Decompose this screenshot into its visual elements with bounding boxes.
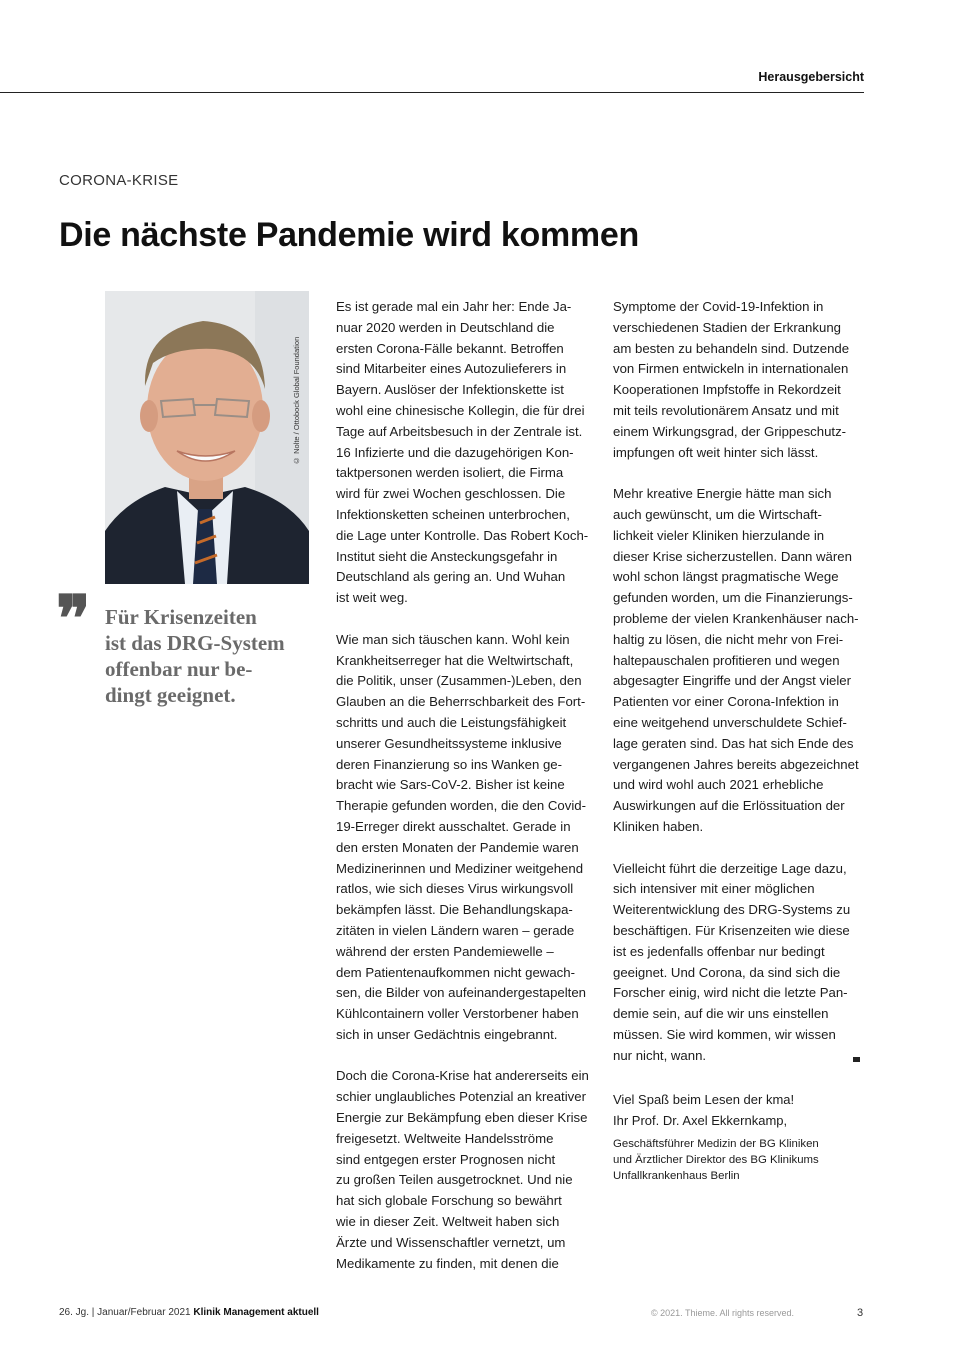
text-line: Deutschland als gering an. Und Wuhan [336,569,566,585]
paragraph [336,1066,588,1274]
text-line: bracht wie Sars-CoV-2. Bisher ist keine [336,777,565,793]
text-line: einem Wirkungsgrad, der Grippeschutz- [613,423,847,439]
pullquote [105,604,310,708]
text-line: abgesagter Eingriffe und der Angst vieler [613,673,852,689]
text-line: Glauben an die Beherrschbarkeit des Fort- [336,694,586,710]
paragraph [613,484,865,838]
text-line: impfungen oft weit hinter sich lässt. [613,444,819,460]
text-line: gefunden worden, um die Finanzierungs- [613,590,853,606]
signoff-role-line: Geschäftsführer Medizin der BG Kliniken [613,1137,819,1150]
footer-issue-text: 26. Jg. | Januar/Februar 2021 [59,1307,194,1318]
photo-credit: © Nolte / Ottobock Global Foundation [292,336,301,465]
text-line: probleme der vielen Krankenhäuser nach- [613,610,859,626]
text-line: Forscher einig, wird nicht die letzte Pan- [613,985,848,1001]
end-of-article-mark [853,1057,860,1062]
section-label: Herausgebersicht [758,70,864,84]
text-line: wohl schon längst pragmatische Wege [613,569,839,585]
text-line: zitäten in vielen Ländern waren – gerade [336,922,575,938]
text-line: ist weit weg. [336,590,408,606]
text-line: Medizinerinnen und Mediziner weitgehend [336,860,584,876]
kicker: CORONA-KRISE [59,172,179,189]
text-line: wird für zwei Wochen geschlossen. Die [336,486,566,502]
pullquote-line: ist das DRG-System [105,631,285,655]
footer-copyright: © 2021. Thieme. All rights reserved. [651,1308,795,1318]
article-title: Die nächste Pandemie wird kommen [59,216,639,254]
text-line: sind Mitarbeiter eines Autozulieferers in [336,361,567,377]
text-line: am besten zu behandeln sind. Dutzende [613,340,850,356]
text-line: dem Patientenaufkommen nicht gewach- [336,964,575,980]
text-line: Kühlcontainern voller Verstorbener haben [336,1006,579,1022]
text-line: mit teils revolutionärem Ansatz und mit [613,402,839,418]
text-line: Auswirkungen auf die Erlössituation der [613,798,845,814]
pullquote-line: Für Krisenzeiten [105,605,257,629]
text-line: haltig zu lösen, die nicht mehr von Frei- [613,631,844,647]
text-line: demie sein, auf die wir uns einstellen [613,1006,829,1022]
text-line: ratlos, wie sich dieses Virus wirkungsvoll [336,881,574,897]
pullquote-line: dingt geeignet. [105,683,236,707]
quote-mark-icon: ❞ [56,582,91,657]
text-line: während der ersten Pandemiewelle – [336,943,554,959]
signoff [613,1090,873,1184]
paragraph [336,630,588,1046]
text-line: von Firmen entwickeln in internationalen [613,361,849,377]
text-line: Symptome der Covid-19-Infektion in [613,299,824,314]
text-line: vergangenen Jahres bereits abgezeichnet [613,756,859,772]
text-line: freigesetzt. Weltweite Handelsströme [336,1130,554,1146]
text-line: Wie man sich täuschen kann. Wohl kein [336,631,570,647]
signoff-name: Ihr Prof. Dr. Axel Ekkernkamp, [613,1112,788,1128]
text-line: 19-Erreger direkt ausschaltet. Gerade in [336,818,571,834]
text-line: Ärzte und Wissenschaftler vernetzt, um [336,1234,566,1250]
text-line: zu großen Teilen ausgetrocknet. Und nie [336,1172,573,1188]
signoff-greeting: Viel Spaß beim Lesen der kma! [613,1092,795,1107]
text-line: Vielleicht führt die derzeitige Lage dazu, [613,860,847,876]
text-line: Tage auf Arbeitsbesuch in der Zentrale ist. [336,423,583,439]
text-line: verschiedenen Stadien der Erkrankung [613,319,841,335]
text-line: den ersten Monaten der Pandemie waren [336,839,579,855]
text-line: Therapie gefunden worden, die den Covid- [336,798,586,814]
portrait-illustration [105,291,309,584]
text-line: dieser Krise sicherzustellen. Dann wären [613,548,852,564]
signoff-role-line: und Ärztlicher Direktor des BG Klinikums [613,1153,819,1166]
text-line: Kliniken haben. [613,818,704,834]
text-line: Bayern. Auslöser der Infektionskette ist [336,382,564,398]
author-photo [105,291,309,584]
text-line: sich intensiver mit einer möglichen [613,881,815,897]
text-line: taktpersonen werden isoliert, die Firma [336,465,564,481]
text-line: ist es jedenfalls offenbar nur bedingt [613,943,825,959]
signoff-role-line: Unfallkrankenhaus Berlin [613,1169,740,1182]
text-line: unserer Gesundheitssysteme inklusive [336,735,562,751]
paragraph [613,859,865,1067]
pullquote-line: offenbar nur be- [105,657,253,681]
footer-magazine: Klinik Management aktuell [193,1307,319,1318]
text-line: wohl eine chinesische Kollegin, die für drei [336,402,585,418]
text-line: hat sich globale Forschung so bewährt [336,1193,562,1209]
text-line: geeignet. Und Corona, da sind sich die [613,964,841,980]
text-line: auch gewünscht, um die Wirtschaft- [613,506,822,522]
paragraph [336,297,588,609]
text-line: Energie zur Bekämpfung eben dieser Krise [336,1110,588,1126]
text-line: bekämpfen lässt. Die Behandlungskapa- [336,902,573,918]
text-line: die Politik, unser (Zusammen-)Leben, den [336,673,582,689]
text-line: deren Finanzierung so ins Wanken ge- [336,756,563,772]
text-line: lage geraten sind. Das hat sich Ende des [613,735,854,751]
text-line: sich in unser Gedächtnis eingebrannt. [336,1026,558,1042]
text-line: Medikamente zu finden, mit denen die [336,1255,559,1271]
text-line: Doch die Corona-Krise hat andererseits ein [336,1068,589,1084]
text-line: die Lage unter Kontrolle. Das Robert Koch- [336,527,589,543]
text-line: schier unglaubliches Potenzial an kreativer [336,1089,586,1105]
text-line: und wird wohl auch 2021 erhebliche [613,777,824,793]
text-line: ersten Corona-Fälle bekannt. Betroffen [336,340,564,356]
text-line: nuar 2020 werden in Deutschland die [336,319,555,335]
text-line: müssen. Sie wird kommen, wir wissen [613,1026,836,1042]
text-line: 16 Infizierte und die dazugehörigen Kon- [336,444,574,460]
page-number: 3 [857,1307,864,1319]
text-line: Patienten vor einer Corona-Infektion in [613,694,839,710]
text-line: Es ist gerade mal ein Jahr her: Ende Ja- [336,299,572,314]
header-rule [0,92,864,93]
text-line: Institut sieht die Ansteckungsgefahr in [336,548,558,564]
text-line: eine weitgehend unverschuldete Schief- [613,714,847,730]
body-column-2 [613,297,865,1087]
text-line: Weiterentwicklung des DRG-Systems zu [613,902,851,918]
text-line: Infektionsketten scheinen unterbrochen, [336,506,570,522]
text-line: haltepauschalen profitieren und wegen [613,652,840,668]
footer-issue [59,1307,319,1318]
text-line: schritts und auch die Leistungsfähigkeit [336,714,567,730]
text-line: nur nicht, wann. [613,1047,707,1063]
text-line: lichkeit vieler Kliniken hierzulande in [613,527,825,543]
text-line: Krankheitserreger hat die Weltwirtschaft, [336,652,574,668]
text-line: beschäftigen. Für Krisenzeiten wie diese [613,922,850,938]
paragraph [613,297,865,463]
text-line: wie in dieser Zeit. Weltweit haben sich [336,1214,560,1230]
text-line: sind entgegen erster Prognosen nicht [336,1151,556,1167]
body-column-1 [336,297,588,1295]
text-line: Kooperationen Impfstoffe in Rekordzeit [613,382,841,398]
text-line: Mehr kreative Energie hätte man sich [613,486,832,502]
text-line: sen, die Bilder von aufeinandergestapelten [336,985,587,1001]
